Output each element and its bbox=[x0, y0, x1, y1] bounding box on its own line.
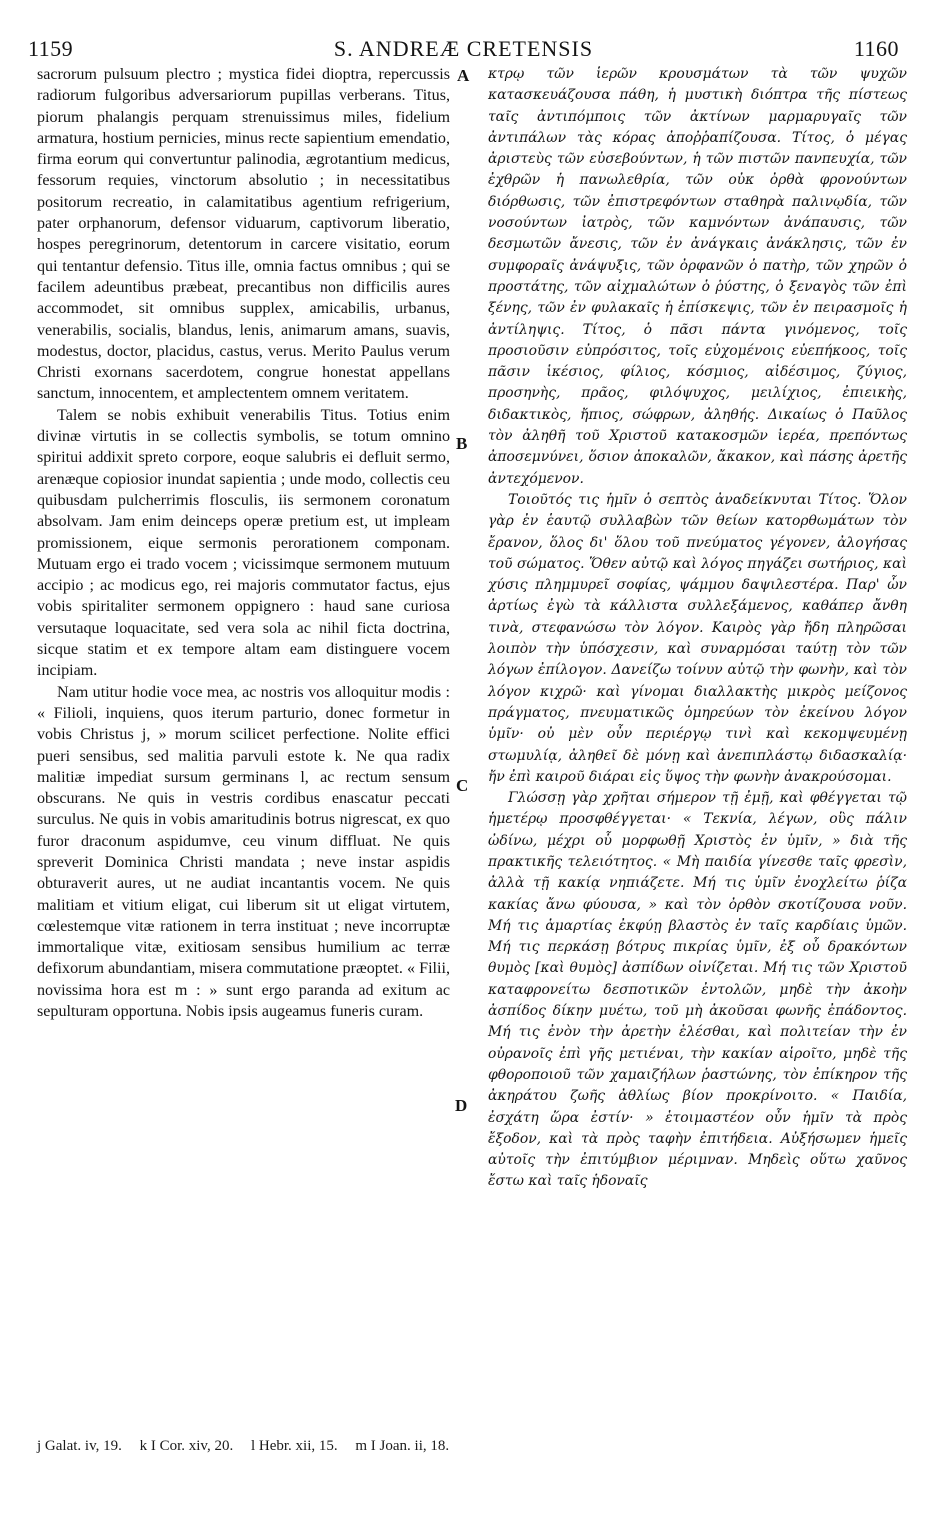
latin-paragraph-2: Talem se nobis exhibuit venerabilis Titus. Totius enim divinæ virtutis in se collectis symbolis, se totum omnino spiritui addixit spreto corpore, eoque salubris ei defluit sermo, arenæque copiosior inundat sapientia ; unde modo, collectis ceu quibusdam pulcherrimis flosculis, iis sermonem coronatum absolvam. Jam enim deinceps operæ pretium est, ut impleam promissionem, eique sermonis perorationem componam. Mutuam ergo ei trado vocem ; vicissimque sermonem mutuum accipio ; ac modicus ego, rei majoris commutator factus, ejus vobis spiritaliter sermonem oppignero : haud sane curiosa versutaque loquacitate, sed vera sola ac nihil ficta doctrina, sicque statim et ex tempore altam eam distinguere vocem incipiam. bbox=[37, 406, 450, 680]
page-header bbox=[28, 36, 899, 66]
section-marker-d: D bbox=[455, 1096, 468, 1115]
running-title: S. ANDREÆ CRETENSIS bbox=[333, 36, 594, 61]
greek-paragraph-1: κτρῳ τῶν ἱερῶν κρουσμάτων τὰ τῶν ψυχῶν κατασκευάζουσα πάθη, ἡ μυστικὴ διόπτρα τῆς πίστεως ταῖς ἀντιπόμποις τῶν ἀκτίνων μαρμαρυγαῖς τῶν ἀντιπάλων τὰς κόρας ἀποῤῥαπίζουσα. Τίτος, ὁ μέγας ἀριστεὺς τῶν εὐσεβούντων, ἡ τῶν πιστῶν πανπευχία, τῶν ἐχθρῶν ἡ πανωλεθρία, τῶν οὐκ ὀρθὰ φρονούντων διόρθωσις, τῶν ἐπιστρεφόντων σταθηρὰ παλινῳδία, τῶν νοσούντων ἰατρὸς, τῶν καμνόντων ἀνάπαυσις, τῶν δεσμωτῶν ἄνεσις, τῶν ἐν ἀνάγκαις ἀνάκλησις, τῶν ἐν συμφοραῖς ἀνάψυξις, τῶν ὀρφανῶν ὁ πατὴρ, τῶν χηρῶν ὁ προστάτης, τῶν αἰχμαλώτων ὁ ῥύστης, ὁ ξεναγὸς τῶν ἐπὶ ξένης, τῶν ἐν φυλακαῖς ἡ ἐπίσκεψις, τῶν ἐν πειρασμοῖς ἡ ἀντίληψις. Τίτος, ὁ πᾶσι πάντα γινόμενος, τοῖς προσιοῦσιν εὐπρόσιτος, τοῖς εὐχομένοις εὐεπήκοος, τοῖς πᾶσιν ἱκέσιος, φίλιος, κόσμιος, αἰδέσιμος, ζύγιος, προσηνὴς, πρᾶος, φιλόψυχος, μειλίχιος, ἐπιεικὴς, διδακτικὸς, ἤπιος, σώφρων, ἀληθής. Δικαίως ὁ Παῦλος τὸν ἀληθῆ τοῦ Χριστοῦ κατακοσμῶν ἱερέα, πρεπόντως ἀποσεμνύνει, ὅσιον ἀποκαλῶν, ἄκακον, καὶ πάσης ἀρετῆς ἀντεχόμενον. bbox=[488, 66, 907, 487]
section-marker-c: C bbox=[456, 776, 469, 795]
footnote-l: l Hebr. xii, 15. bbox=[250, 1438, 338, 1454]
latin-paragraph-3: Nam utitur hodie voce mea, ac nostris vos alloquitur modis : « Filioli, inquiens, quos iterum parturio, donec formetur in vobis Christus j, » morum scilicet perfectione. Nolite effici pueri sensibus, sed malitia parvuli estote k. Ne qua radix malitiæ impediat sursum germinans l, ac rectum sensum obscurans. Ne quis in vestris cordibus enascatur peccati surculus. Ne quis in vobis amaritudinis botrus nigrescat, ex quo furor draconum aspidumve, ceu vinum diffluat. Ne quis spreverit Dominica Christi mandata ; neve instar aspidis obturaverit aures, ut ne audiat incantantis vocem. Ne quis malitiam et vitium eligat, cui liberum sit ut eligat virtutem, cœlestemque vitæ rationem in terra instituat ; neve incorruptæ immortalique vitæ, exitiosam sensibus humilium ac terræ defixorum abundantiam, misera commutatione præoptet. « Filii, novissima hora est m : » sunt ergo paranda ad exitum ac sepulturam opportuna. Nobis ipsis augeamus funeris curam. bbox=[37, 683, 450, 1021]
greek-paragraph-2: Τοιοῦτός τις ἡμῖν ὁ σεπτὸς ἀναδείκνυται Τίτος. Ὅλον γὰρ ἐν ἑαυτῷ συλλαβὼν τῶν θείων κατορθωμάτων τὸν ἔρανον, ὅλος δι' ὅλου τοῦ πνεύματος γέγονεν, ἀλογήσας τοῦ σώματος. Ὅθεν αὐτῷ καὶ λόγος πηγάζει σωτήριος, καὶ χύσις πλημμυρεῖ σοφίας, ψάμμου δαψιλεστέρα. Παρ' ὧν ἀρτίως ἐγὼ τὰ κάλλιστα συλλεξάμενος, καθάπερ ἄνθη τινὰ, στεφανώσω τὸν λόγον. Καιρὸς γὰρ ἤδη πληρῶσαι λοιπὸν τὴν ὑπόσχεσιν, καὶ συναρμόσαι ταύτῃ τὸν τῶν λόγων ἐπίλογον. Δανείζω τοίνυν αὐτῷ τὴν φωνὴν, καὶ τὸν λόγον κιχρῶ· καὶ γίνομαι διαλλακτὴς μικρὸς μείζονος πράγματος, πνευματικῶς ὁμηρεύων τὸν ἐκείνου λόγον ὑμῖν· οὐ μὲν οὖν περιέργῳ τινὶ καὶ κεκομψευμένῃ στωμυλίᾳ, ἀληθεῖ δὲ μόνῃ καὶ ἀνεπιπλάστῳ διδασκαλίᾳ· ἤν ἐπὶ καιροῦ διάραι εἰς ὕψος τὴν φωνὴν ἀνακρούσομαι. bbox=[488, 491, 907, 785]
footnote-k: k I Cor. xiv, 20. bbox=[139, 1438, 234, 1454]
section-marker-b: B bbox=[456, 434, 468, 453]
footnote-j: j Galat. iv, 19. bbox=[37, 1438, 122, 1454]
greek-column bbox=[488, 64, 907, 1193]
footnote-m: m I Joan. ii, 18. bbox=[355, 1438, 450, 1454]
latin-column bbox=[37, 64, 450, 1022]
latin-paragraph-1: sacrorum pulsuum plectro ; mystica fidei dioptra, repercussis radiorum fulgoribus adversariorum pupillas verberans. Titus, piorum phalangis perquam strenuissimus miles, fidelium armatura, hostium pernicies, minus recte sapientium emendatio, firma eorum qui convertuntur palinodia, ægrotantium medicus, fessorum requies, vinctorum absolutio ; in necessitatibus positorum recreatio, in calamitatibus agentium refrigerium, pater orphanorum, defensor viduarum, captivorum liberatio, hospes peregrinorum, detentorum in carcere visitatio, eorum qui tentantur defensio. Titus ille, omnia factus omnibus ; qui se facilem adeuntibus præbeat, precantibus non difficilis aures accommodet, sit omnibus supplex, amicabilis, urbanus, venerabilis, socialis, blandus, lenis, animarum amans, suavis, modestus, doctor, placidus, castus, verus. Merito Paulus verum Christi exornans sacerdotem, congrue honestat appellans sanctum, innocentem, et amplectentem omnem veritatem. bbox=[37, 66, 450, 403]
right-page-number: 1160 bbox=[853, 36, 899, 61]
left-page-number: 1159 bbox=[28, 36, 74, 61]
greek-paragraph-3: Γλώσσῃ γὰρ χρῆται σήμερον τῇ ἐμῇ, καὶ φθέγγεται τῷ ἡμετέρῳ προσφθέγγεται· « Τεκνία, λέγων, οὓς πάλιν ὠδίνω, μέχρι οὗ μορφωθῇ Χριστὸς ἐν ὑμῖν, » διὰ τῆς πρακτικῆς τελειότητος. « Μὴ παιδία γίνεσθε ταῖς φρεσὶν, ἀλλὰ τῇ κακίᾳ νηπιάζετε. Μή τις ὑμῖν ἐνοχλείτω ῥίζα κακίας ἄνω φύουσα, » καὶ τὸν ὀρθὸν σκοτίζουσα νοῦν. Μή τις ἁμαρτίας ἐκφύῃ βλαστὸς ἐν ταῖς καρδίαις ὑμῶν. Μή τις περκάσῃ βότρυς πικρίας ὑμῖν, ἐξ οὗ δρακόντων θυμὸς [καὶ θυμὸς] ἀσπίδων οἰνίζεται. Μή τις τῶν Χριστοῦ καταφρονείτω δεσποτικῶν ἐντολῶν, μηδὲ τὴν ἀκοὴν ἀσπίδος δίκην μυέτω, τοῦ μὴ ἀκοῦσαι φωνῆς ἐπάδοντος. Μή τις ἐνὸν τὴν ἀρετὴν ἑλέσθαι, καὶ πολιτείαν τὴν ἐν οὐρανοῖς ἐπὶ γῆς μετιέναι, τὴν κακίαν αἱροῖτο, μηδὲ τῆς φθοροποιοῦ τῶν χαμαιζήλων ῥαστώνης, τὸν ἐπίκηρον τῆς ἀκηράτου ζωῆς ἀθλίως βίον προκρίνοιτο. « Παιδία, ἐσχάτη ὥρα ἐστίν· » ἑτοιμαστέον οὖν ἡμῖν τὰ πρὸς ἔξοδον, καὶ τὰ πρὸς ταφὴν ἐπιτήδεια. Αὐξήσωμεν ἡμεῖς αὐτοῖς τὴν ἐπιτύμβιον μέριμναν. Μηδεὶς οὕτω χαῦνος ἔστω καὶ ταῖς ἡδοναῖς bbox=[488, 790, 907, 1190]
section-marker-a: A bbox=[457, 66, 470, 85]
footnotes bbox=[37, 1438, 899, 1455]
